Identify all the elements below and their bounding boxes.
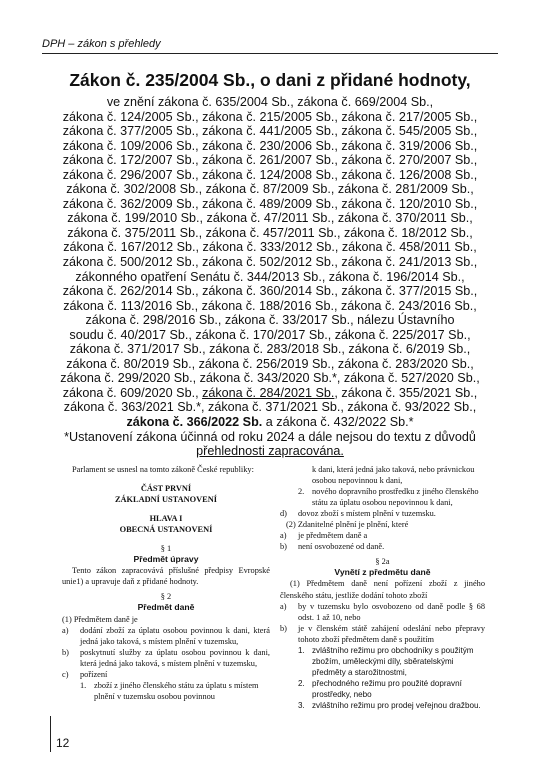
list-label: a) [280,531,287,541]
intro-paragraph: Parlament se usnesl na tomto zákoně České republiky: [72,465,254,474]
list-label: a) [280,601,287,611]
list-item [280,541,485,552]
list-label: b) [280,542,287,552]
amendment-line: zákona č. 113/2016 Sb., zákona č. 188/2016 Sb., zákona č. 243/2016 Sb., [63,298,477,313]
law-title: Zákon č. 235/2004 Sb., o dani z přidané hodnoty, [69,70,471,90]
list-label: 1. [298,645,305,655]
list-text: dodání zboží za úplatu osobou povinnou k dani, která jedná jako taková, s místem plnění v tuzemsku, [80,625,270,646]
list-text: by v tuzemsku bylo osvobozeno od daně podle § 68 odst. 1 až 10, nebo [298,601,485,622]
amendment-line: zákona č. 375/2011 Sb., zákona č. 457/2011 Sb., zákona č. 18/2012 Sb., [67,225,473,240]
list-item [280,623,485,645]
part-title: ČÁST PRVNÍ [140,484,192,494]
list-text: zvláštního režimu pro prodej veřejnou dražbou. [312,700,481,710]
list-label: 2. [298,487,305,497]
head-title: HLAVA I [149,514,183,524]
amendment-line: zákona č. 124/2005 Sb., zákona č. 215/2005 Sb., zákona č. 217/2005 Sb., [62,109,478,124]
list-label: 3. [298,700,305,710]
list-label: b) [62,647,69,657]
list-text: dovoz zboží s místem plnění v tuzemsku. [298,509,436,519]
head-subtitle: OBECNÁ USTANOVENÍ [119,525,213,535]
amendment-line: zákonného opatření Senátu č. 344/2013 Sb., zákona č. 196/2014 Sb., [75,269,465,284]
amendment-line: zákona č. 299/2020 Sb., zákona č. 343/2020 Sb.*, zákona č. 527/2020 Sb., [60,371,480,386]
list-item [62,625,270,647]
list-item [280,530,485,541]
left-column [62,464,270,702]
amendment-text: a zákona č. 432/2022 Sb.* [262,415,414,430]
paragraph-intro: (1) Předmětem daně je [62,614,138,624]
list-text: zvláštního režimu pro obchodníky s použitým zbožím, uměleckými díly, sběratelskými předměty a starožitnostmi, [312,645,474,677]
list-item [62,669,270,680]
list-text: nového dopravního prostředku z jiného členského státu za úplatu osobou nepovinnou k dani, [312,487,479,508]
list-text: není osvobozené od daně. [298,542,385,552]
right-column [280,464,485,711]
sub-list-item [280,678,485,700]
amendment-line: zákona č. 302/2008 Sb., zákona č. 87/2009 Sb., zákona č. 281/2009 Sb., [66,182,474,197]
list-text: je předmětem daně a [298,531,368,541]
section-text: Tento zákon zapracovává příslušné předpisy Evropské unie1) a upravuje daň z přidané hodnoty. [62,566,270,587]
effectivity-note: *Ustanovení zákona účinná od roku 2024 a dále nejsou do textu z důvodů [64,429,476,444]
list-text: přechodného režimu pro použité dopravní prostředky, nebo [312,678,462,699]
list-item [280,601,485,623]
list-label: b) [280,623,287,633]
footer-rule [50,716,51,752]
amendment-line: zákona č. 363/2021 Sb.*, zákona č. 371/2021 Sb., zákona č. 93/2022 Sb., [63,400,477,415]
running-head: DPH – zákon s přehledy [42,38,161,50]
amendment-bold: zákona č. 366/2022 Sb. [126,415,263,430]
section-number: § 2 [160,592,172,602]
list-label: a) [62,625,69,635]
list-text: pořízení [80,669,108,679]
continued-text: k dani, která jedná jako taková, nebo právnickou osobou nepovinnou k dani, [312,465,475,486]
list-label: d) [280,509,287,519]
paragraph-intro: (2) Zdanitelné plnění je plnění, které [286,520,409,530]
amendment-text: zákona č. 609/2020 Sb., [62,385,203,400]
amendment-line: ve znění zákona č. 635/2004 Sb., zákona č. 669/2004 Sb., [106,95,434,109]
section-number: § 1 [160,544,172,554]
amendment-line: zákona č. 172/2007 Sb., zákona č. 261/2007 Sb., zákona č. 270/2007 Sb., [62,153,478,168]
amendments-list [40,95,500,459]
effectivity-note-cont: přehlednosti zapracována. [196,444,344,459]
amendment-line: zákona č. 167/2012 Sb., zákona č. 333/2012 Sb., zákona č. 458/2011 Sb., [63,240,477,255]
amendment-text: , zákona č. 355/2021 Sb., [334,385,478,400]
section-title: Vynětí z předmětu daně [334,567,431,578]
paragraph-intro: (1) Předmětem daně není pořízení zboží z jiného členského státu, jestliže dodání tohoto zboží [280,579,485,600]
amendment-line: zákona č. 298/2016 Sb., zákona č. 33/2017 Sb., nálezu Ústavního [85,313,455,328]
amendment-underlined: zákona č. 284/2021 Sb. [202,385,335,400]
sub-list-item [62,680,270,702]
amendment-line: zákona č. 362/2009 Sb., zákona č. 489/2009 Sb., zákona č. 120/2010 Sb., [62,196,478,211]
section-title: Předmět úpravy [133,554,199,565]
header-rule [42,53,498,54]
list-text: zboží z jiného členského státu za úplatu s místem plnění v tuzemsku osobou povinnou [94,680,259,701]
list-item [62,647,270,669]
amendment-line: zákona č. 109/2006 Sb., zákona č. 230/2006 Sb., zákona č. 319/2006 Sb., [62,138,478,153]
amendment-line [40,386,500,401]
list-text: je v členském státě zahájení odeslání nebo přepravy tohoto zboží předmětem daně s použitím [298,623,485,644]
sub-list-item [280,645,485,678]
amendment-line: zákona č. 500/2012 Sb., zákona č. 502/2012 Sb., zákona č. 241/2013 Sb., [62,255,478,270]
sub-list-item [280,700,485,711]
list-label: c) [62,669,69,679]
sub-list-item [280,486,485,508]
amendment-line: zákona č. 377/2005 Sb., zákona č. 441/2005 Sb., zákona č. 545/2005 Sb., [62,124,478,139]
list-item [280,508,485,519]
amendment-line: zákona č. 371/2017 Sb., zákona č. 283/2018 Sb., zákona č. 6/2019 Sb., [69,342,471,357]
section-title: Předmět daně [137,602,195,613]
amendment-line: zákona č. 296/2007 Sb., zákona č. 124/2008 Sb., zákona č. 126/2008 Sb., [62,167,478,182]
list-text: poskytnutí služby za úplatu osobou povinnou k dani, která jedná jako taková, s místem plnění v tuzemsku, [80,647,270,668]
part-subtitle: ZÁKLADNÍ USTANOVENÍ [114,495,218,505]
list-label: 2. [298,678,305,688]
amendment-line [40,415,500,430]
amendment-line: zákona č. 80/2019 Sb., zákona č. 256/2019 Sb., zákona č. 283/2020 Sb., [66,356,474,371]
page-number: 12 [56,736,70,750]
list-label: 1. [80,680,87,690]
amendment-line: soudu č. 40/2017 Sb., zákona č. 170/2017 Sb., zákona č. 225/2017 Sb., [69,327,471,342]
amendment-line: zákona č. 262/2014 Sb., zákona č. 360/2014 Sb., zákona č. 377/2015 Sb., [62,284,478,299]
section-number: § 2a [375,557,390,567]
amendment-line: zákona č. 199/2010 Sb., zákona č. 47/2011 Sb., zákona č. 370/2011 Sb., [67,211,473,226]
